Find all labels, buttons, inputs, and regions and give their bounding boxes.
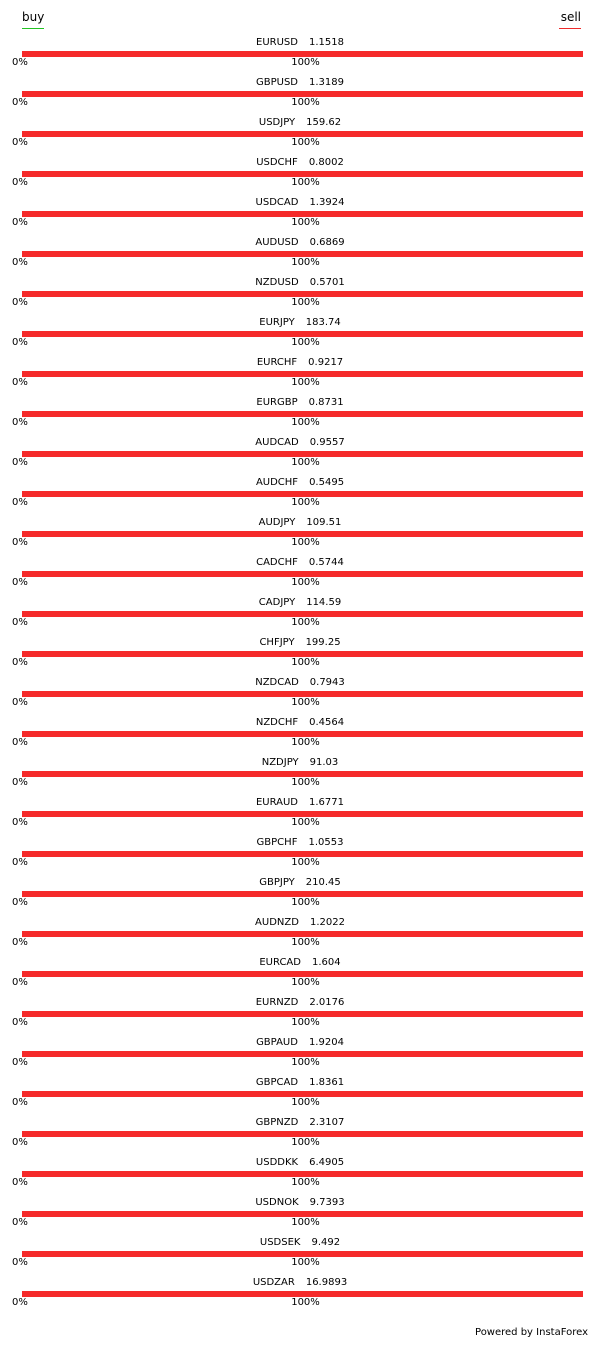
pair-title xyxy=(0,156,600,170)
pair-price: 1.1518 xyxy=(308,37,344,48)
pair-symbol: USDJPY xyxy=(258,117,296,128)
buy-percent: 0% xyxy=(12,1057,28,1068)
pair-row xyxy=(0,113,600,153)
pair-title xyxy=(0,756,600,770)
pair-symbol: AUDCHF xyxy=(255,477,299,488)
pair-price: 159.62 xyxy=(306,117,342,128)
pair-symbol: CHFJPY xyxy=(259,637,295,648)
pair-symbol: GBPCHF xyxy=(256,837,298,848)
buy-percent: 0% xyxy=(12,617,28,628)
pair-symbol: NZDJPY xyxy=(261,757,299,768)
buy-percent: 0% xyxy=(12,457,28,468)
pair-price: 9.492 xyxy=(311,1237,341,1248)
pair-row xyxy=(0,633,600,673)
pair-title xyxy=(0,76,600,90)
pair-symbol: NZDCHF xyxy=(255,717,299,728)
sell-header-label: sell xyxy=(559,9,581,29)
pair-row xyxy=(0,1273,600,1313)
pair-symbol: USDNOK xyxy=(255,1197,299,1208)
sell-percent: 100% xyxy=(291,97,320,108)
pair-title xyxy=(0,1196,600,1210)
pair-symbol: USDCAD xyxy=(255,197,299,208)
pair-row xyxy=(0,953,600,993)
pair-title xyxy=(0,316,600,330)
pair-row xyxy=(0,593,600,633)
sell-percent: 100% xyxy=(291,577,320,588)
pair-row xyxy=(0,913,600,953)
buy-percent: 0% xyxy=(12,417,28,428)
pair-row xyxy=(0,513,600,553)
pair-price: 0.8002 xyxy=(308,157,344,168)
pair-symbol: NZDCAD xyxy=(255,677,299,688)
pair-symbol: USDDKK xyxy=(255,1157,299,1168)
pair-title xyxy=(0,596,600,610)
pair-title xyxy=(0,876,600,890)
pair-price: 1.6771 xyxy=(309,797,345,808)
buy-percent: 0% xyxy=(12,977,28,988)
pair-symbol: EURCHF xyxy=(256,357,298,368)
sell-percent: 100% xyxy=(291,177,320,188)
pair-title xyxy=(0,636,600,650)
pair-row xyxy=(0,873,600,913)
sell-percent: 100% xyxy=(291,817,320,828)
pair-symbol: CADJPY xyxy=(258,597,296,608)
buy-percent: 0% xyxy=(12,1217,28,1228)
pair-row xyxy=(0,433,600,473)
pair-symbol: EURCAD xyxy=(259,957,301,968)
pair-title xyxy=(0,516,600,530)
pair-symbol: GBPNZD xyxy=(255,1117,299,1128)
pair-row xyxy=(0,833,600,873)
pair-row xyxy=(0,553,600,593)
pair-row xyxy=(0,1033,600,1073)
sell-percent: 100% xyxy=(291,1177,320,1188)
pair-row xyxy=(0,73,600,113)
buy-percent: 0% xyxy=(12,297,28,308)
buy-percent: 0% xyxy=(12,937,28,948)
pair-title xyxy=(0,996,600,1010)
pair-price: 1.9204 xyxy=(308,1037,344,1048)
buy-percent: 0% xyxy=(12,817,28,828)
sell-percent: 100% xyxy=(291,1097,320,1108)
sell-percent: 100% xyxy=(291,1017,320,1028)
sell-percent: 100% xyxy=(291,417,320,428)
pair-symbol: AUDNZD xyxy=(255,917,299,928)
buy-percent: 0% xyxy=(12,657,28,668)
pair-price: 91.03 xyxy=(309,757,339,768)
pair-row xyxy=(0,1233,600,1273)
sell-percent: 100% xyxy=(291,337,320,348)
buy-percent: 0% xyxy=(12,1137,28,1148)
pair-symbol: GBPJPY xyxy=(259,877,295,888)
pair-title xyxy=(0,916,600,930)
pair-symbol: GBPCAD xyxy=(255,1077,299,1088)
pair-price: 9.7393 xyxy=(309,1197,345,1208)
pair-row xyxy=(0,393,600,433)
buy-percent: 0% xyxy=(12,337,28,348)
buy-percent: 0% xyxy=(12,1017,28,1028)
sell-percent: 100% xyxy=(291,657,320,668)
sell-percent: 100% xyxy=(291,857,320,868)
buy-percent: 0% xyxy=(12,697,28,708)
buy-percent: 0% xyxy=(12,217,28,228)
pair-price: 0.7943 xyxy=(309,677,345,688)
buy-percent: 0% xyxy=(12,177,28,188)
pair-symbol: EURJPY xyxy=(259,317,295,328)
pair-title xyxy=(0,1036,600,1050)
pair-price: 210.45 xyxy=(305,877,341,888)
powered-by-credit[interactable]: Powered by InstaForex xyxy=(475,1327,588,1338)
pair-row xyxy=(0,473,600,513)
sell-percent: 100% xyxy=(291,497,320,508)
pair-row xyxy=(0,273,600,313)
pair-row xyxy=(0,713,600,753)
pair-symbol: USDZAR xyxy=(252,1277,295,1288)
pair-price: 2.3107 xyxy=(309,1117,345,1128)
sell-percent: 100% xyxy=(291,937,320,948)
pair-price: 6.4905 xyxy=(309,1157,345,1168)
pair-row xyxy=(0,193,600,233)
sell-percent: 100% xyxy=(291,537,320,548)
sell-percent: 100% xyxy=(291,1217,320,1228)
buy-percent: 0% xyxy=(12,57,28,68)
pair-title xyxy=(0,436,600,450)
pair-price: 1.3924 xyxy=(309,197,345,208)
pair-price: 0.4564 xyxy=(309,717,345,728)
pair-symbol: NZDUSD xyxy=(255,277,299,288)
pair-title xyxy=(0,1156,600,1170)
pair-title xyxy=(0,276,600,290)
pair-row xyxy=(0,1113,600,1153)
sell-percent: 100% xyxy=(291,57,320,68)
buy-percent: 0% xyxy=(12,1177,28,1188)
pair-title xyxy=(0,796,600,810)
pair-row xyxy=(0,353,600,393)
pair-symbol: USDSEK xyxy=(259,1237,301,1248)
buy-percent: 0% xyxy=(12,857,28,868)
buy-percent: 0% xyxy=(12,1297,28,1308)
pair-title xyxy=(0,836,600,850)
pair-price: 114.59 xyxy=(306,597,342,608)
pair-price: 0.5701 xyxy=(309,277,345,288)
pair-row xyxy=(0,1193,600,1233)
pair-row xyxy=(0,1153,600,1193)
sell-percent: 100% xyxy=(291,137,320,148)
buy-percent: 0% xyxy=(12,1257,28,1268)
pair-title xyxy=(0,956,600,970)
pair-price: 1.8361 xyxy=(309,1077,345,1088)
pair-title xyxy=(0,1116,600,1130)
sell-percent: 100% xyxy=(291,1257,320,1268)
pair-title xyxy=(0,716,600,730)
pair-symbol: AUDUSD xyxy=(255,237,299,248)
sell-percent: 100% xyxy=(291,977,320,988)
pair-price: 1.0553 xyxy=(308,837,344,848)
sell-percent: 100% xyxy=(291,297,320,308)
pair-price: 1.604 xyxy=(311,957,341,968)
pair-symbol: EURNZD xyxy=(255,997,299,1008)
pair-row xyxy=(0,1073,600,1113)
pair-title xyxy=(0,196,600,210)
pair-row xyxy=(0,793,600,833)
pair-row xyxy=(0,33,600,73)
pair-symbol: USDCHF xyxy=(256,157,298,168)
buy-percent: 0% xyxy=(12,537,28,548)
pair-title xyxy=(0,476,600,490)
buy-header-label: buy xyxy=(22,9,44,29)
sentiment-list xyxy=(0,33,600,1313)
pair-price: 16.9893 xyxy=(305,1277,348,1288)
pair-symbol: AUDJPY xyxy=(258,517,296,528)
pair-title xyxy=(0,356,600,370)
pair-price: 0.5744 xyxy=(308,557,344,568)
sell-percent: 100% xyxy=(291,377,320,388)
sell-percent: 100% xyxy=(291,457,320,468)
pair-title xyxy=(0,116,600,130)
sell-percent: 100% xyxy=(291,777,320,788)
pair-title xyxy=(0,1076,600,1090)
pair-symbol: EURGBP xyxy=(256,397,298,408)
buy-percent: 0% xyxy=(12,497,28,508)
buy-percent: 0% xyxy=(12,257,28,268)
pair-title xyxy=(0,236,600,250)
pair-price: 2.0176 xyxy=(309,997,345,1008)
pair-title xyxy=(0,556,600,570)
pair-price: 0.8731 xyxy=(308,397,344,408)
pair-symbol: GBPUSD xyxy=(255,77,298,88)
sell-percent: 100% xyxy=(291,737,320,748)
pair-price: 0.9217 xyxy=(308,357,344,368)
pair-price: 1.3189 xyxy=(309,77,344,88)
pair-price: 109.51 xyxy=(306,517,342,528)
pair-symbol: CADCHF xyxy=(256,557,298,568)
sell-percent: 100% xyxy=(291,257,320,268)
buy-percent: 0% xyxy=(12,777,28,788)
buy-percent: 0% xyxy=(12,737,28,748)
sell-percent: 100% xyxy=(291,1137,320,1148)
buy-percent: 0% xyxy=(12,377,28,388)
buy-percent: 0% xyxy=(12,577,28,588)
pair-price: 0.5495 xyxy=(309,477,345,488)
pair-row xyxy=(0,233,600,273)
sell-percent: 100% xyxy=(291,217,320,228)
sell-percent: 100% xyxy=(291,897,320,908)
sell-percent: 100% xyxy=(291,1297,320,1308)
pair-price: 0.6869 xyxy=(309,237,345,248)
buy-percent: 0% xyxy=(12,137,28,148)
pair-row xyxy=(0,153,600,193)
sell-percent: 100% xyxy=(291,1057,320,1068)
pair-symbol: EURUSD xyxy=(256,37,298,48)
pair-price: 183.74 xyxy=(305,317,341,328)
pair-price: 0.9557 xyxy=(309,437,345,448)
pair-row xyxy=(0,753,600,793)
pair-title xyxy=(0,396,600,410)
pair-title xyxy=(0,1276,600,1290)
pair-symbol: AUDCAD xyxy=(255,437,299,448)
pair-row xyxy=(0,673,600,713)
pair-price: 1.2022 xyxy=(309,917,345,928)
buy-percent: 0% xyxy=(12,97,28,108)
pair-title xyxy=(0,1236,600,1250)
sell-percent: 100% xyxy=(291,617,320,628)
sell-percent: 100% xyxy=(291,697,320,708)
buy-percent: 0% xyxy=(12,1097,28,1108)
pair-title xyxy=(0,676,600,690)
pair-price: 199.25 xyxy=(305,637,341,648)
pair-row xyxy=(0,993,600,1033)
pair-symbol: EURAUD xyxy=(255,797,299,808)
buy-percent: 0% xyxy=(12,897,28,908)
pair-title xyxy=(0,36,600,50)
pair-row xyxy=(0,313,600,353)
pair-symbol: GBPAUD xyxy=(256,1037,298,1048)
